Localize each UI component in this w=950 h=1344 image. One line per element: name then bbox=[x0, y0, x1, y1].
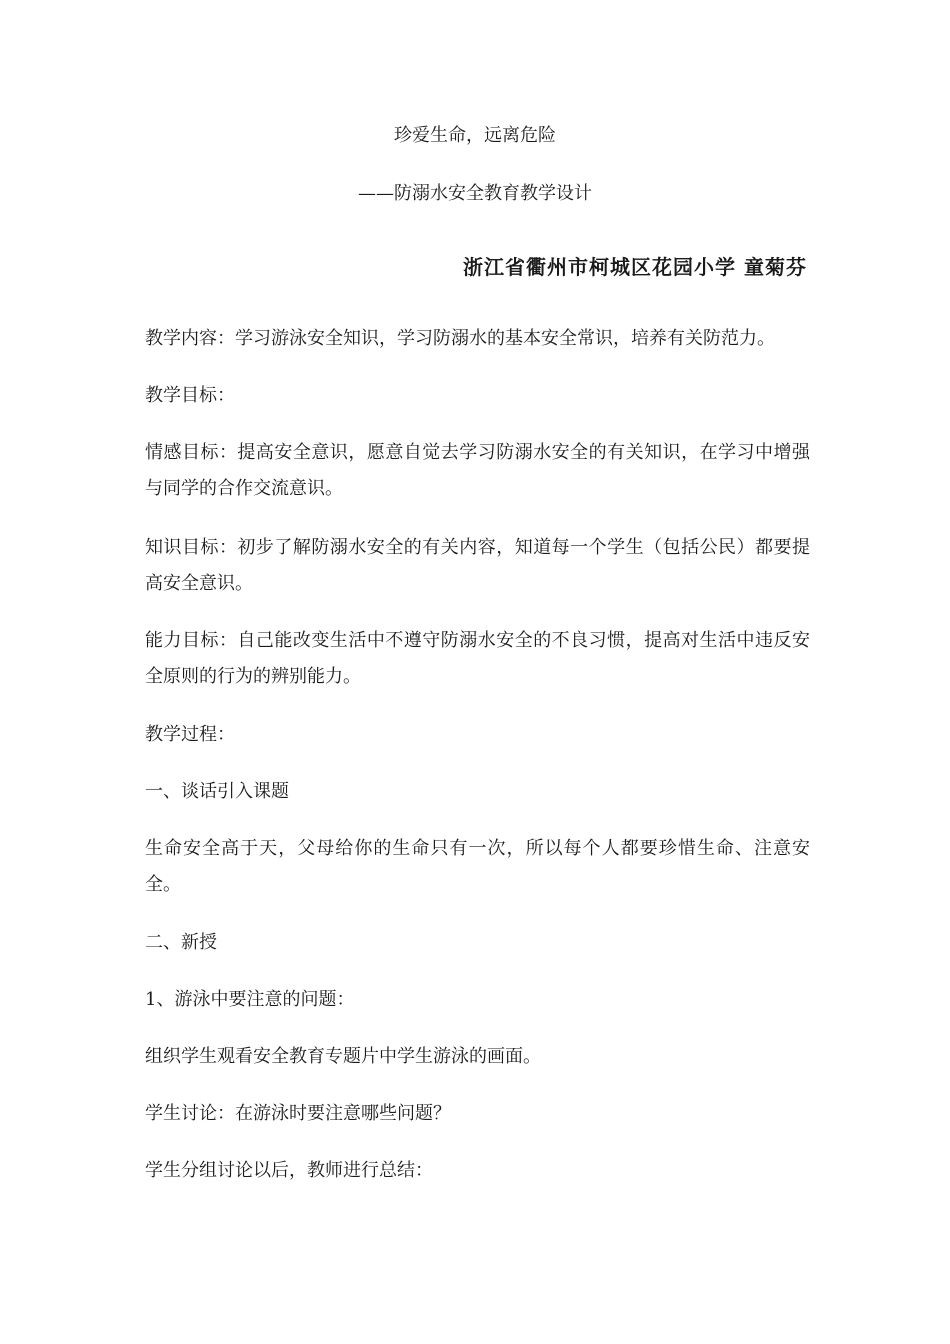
paragraph-knowledge-goal: 知识目标：初步了解防溺水安全的有关内容，知道每一个学生（包括公民）都要提高安全意识。 bbox=[145, 537, 810, 594]
section-heading-new-lesson: 二、新授 bbox=[145, 932, 217, 953]
subsection-heading-swimming: 1、游泳中要注意的问题： bbox=[145, 989, 355, 1010]
paragraph-teaching-content: 教学内容：学习游泳安全知识，学习防溺水的基本安全常识，培养有关防范力。 bbox=[145, 328, 775, 349]
paragraph-ability-goal: 能力目标：自己能改变生活中不遵守防溺水安全的不良习惯，提高对生活中违反安全原则的行为的辨别能力。 bbox=[145, 630, 810, 687]
document-subtitle: ——防溺水安全教育教学设计 bbox=[358, 183, 592, 204]
paragraph-emotional-goal: 情感目标：提高安全意识，愿意自觉去学习防溺水安全的有关知识，在学习中增强与同学的合作交流意识。 bbox=[145, 442, 810, 499]
author-line: 浙江省衢州市柯城区花园小学 童菊芬 bbox=[463, 255, 807, 279]
paragraph-student-discussion: 学生讨论：在游泳时要注意哪些问题？ bbox=[145, 1103, 451, 1124]
paragraph-teacher-summary: 学生分组讨论以后，教师进行总结： bbox=[145, 1160, 433, 1181]
paragraph-teaching-goals: 教学目标： bbox=[145, 385, 235, 406]
paragraph-watch-video: 组织学生观看安全教育专题片中学生游泳的画面。 bbox=[145, 1046, 541, 1067]
paragraph-teaching-process: 教学过程： bbox=[145, 724, 235, 745]
document-title: 珍爱生命，远离危险 bbox=[394, 125, 556, 146]
section-heading-intro: 一、谈话引入课题 bbox=[145, 781, 289, 802]
paragraph-intro-text: 生命安全高于天，父母给你的生命只有一次，所以每个人都要珍惜生命、注意安全。 bbox=[145, 838, 810, 895]
